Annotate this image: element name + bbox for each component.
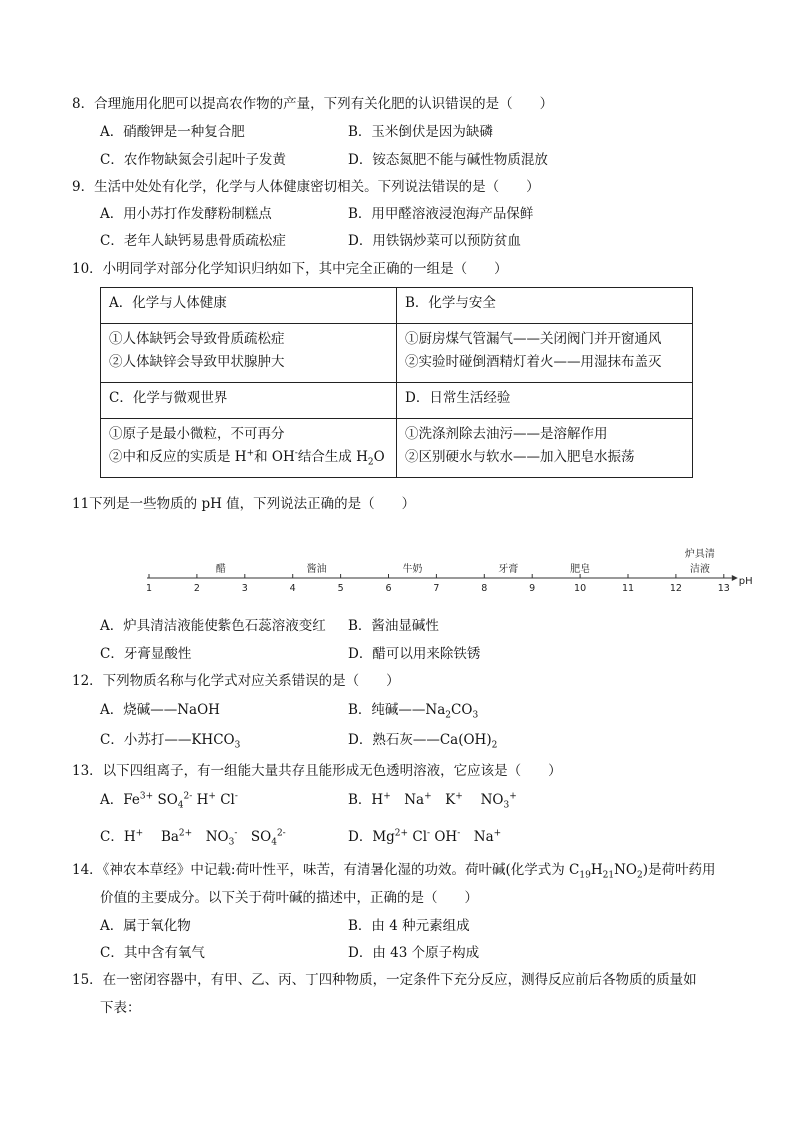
ph-item-label: 炉具清 [684, 549, 715, 560]
q13-b-1: + [383, 791, 391, 802]
q14-option-a: A．属于氧化物 [100, 918, 191, 934]
q14-option-d: D．由 43 个原子构成 [348, 945, 480, 961]
question-15-stem-line-1: 15．在一密闭容器中，有甲、乙、丙、丁四种物质，一定条件下充分反应，测得反应前后各物质的质量如 [72, 972, 697, 988]
q13-d-7: + [493, 828, 502, 839]
q14-stem-a: 14．《神农本草经》中记载:荷叶性平，味苦，有清暑化湿的功效。荷叶碱(化学式为 C [72, 862, 580, 878]
q8-option-c: C．农作物缺氮会引起叶子发黄 [100, 152, 286, 168]
q10-cell-c-content [101, 419, 397, 478]
q12-c-text: C．小苏打—— [100, 732, 192, 748]
q13-option-b [348, 791, 517, 809]
ph-scale-diagram [0, 545, 794, 605]
q13-b-8: + [509, 791, 517, 802]
q10-c-item-1: ①原子是最小微粒，不可再分 [109, 426, 285, 442]
q10-cell-a-title: A．化学与人体健康 [101, 288, 397, 324]
q13-c-7: SO [237, 829, 272, 845]
q12-c-f: KHCO [191, 732, 235, 748]
q10-cell-c-title: C．化学与微观世界 [101, 383, 397, 419]
ph-tick-label: 13 [717, 583, 730, 594]
q14-stem-d: )是荷叶药用 [642, 862, 716, 878]
q10-c-item-2 [109, 446, 388, 469]
q13-a-3: 4 [177, 800, 184, 811]
question-11-stem: 11下列是一些物质的 pH 值，下列说法正确的是（ ） [72, 496, 416, 512]
q14-stem-c: NO [614, 862, 637, 878]
ph-item-label: 牙膏 [498, 564, 519, 575]
q13-option-d [348, 828, 501, 846]
q12-b-s1: 2 [445, 710, 452, 721]
ph-item-label: 醋 [215, 564, 226, 575]
q11-option-d: D．醋可以用来除铁锈 [348, 646, 481, 662]
q13-c-0: C．H [100, 829, 136, 845]
ph-tick-label: 5 [337, 583, 344, 594]
question-12-stem: 12．下列物质名称与化学式对应关系错误的是（ ） [72, 673, 400, 689]
q14-option-c: C．其中含有氧气 [100, 945, 205, 961]
q12-b-f2: CO [451, 702, 473, 718]
q13-d-6: Na [460, 829, 494, 845]
q12-d-s: 2 [491, 740, 498, 751]
q10-a-item-2: ②人体缺锌会导致甲状腺肿大 [109, 354, 285, 370]
question-8-stem: 8．合理施用化肥可以提高农作物的产量，下列有关化肥的认识错误的是（ ） [72, 96, 554, 112]
q10-c2-text-d: O [373, 449, 385, 465]
ph-item-label: 洁液 [689, 564, 710, 575]
ph-tick-label: 11 [621, 583, 635, 594]
q12-b-s2: 3 [472, 710, 479, 721]
q13-a-0: A．Fe [100, 792, 140, 808]
q8-option-d: D．铵态氮肥不能与碱性物质混放 [348, 152, 548, 168]
q10-c2-sup-minus: - [294, 448, 298, 459]
q13-d-0: D．Mg [348, 829, 395, 845]
q10-cell-b-content [397, 324, 693, 383]
q13-c-3: 2+ [178, 828, 193, 839]
q10-a-item-1: ①人体缺钙会导致骨质疏松症 [109, 331, 285, 347]
q10-c2-text-b: 和 OH [254, 449, 295, 465]
q12-d-text: D．熟石灰—— [348, 732, 440, 748]
q13-c-8: 4 [271, 837, 277, 848]
q14-stem-s2: 21 [602, 870, 615, 881]
q9-option-a: A．用小苏打作发酵粉制糕点 [100, 206, 272, 222]
question-10-stem: 10．小明同学对部分化学知识归纳如下，其中完全正确的一组是（ ） [72, 261, 508, 277]
q10-options-table [100, 287, 693, 478]
q13-d-1: 2+ [394, 828, 409, 839]
q14-stem-b: H [590, 862, 603, 878]
q13-d-3: - [427, 828, 431, 839]
question-13-stem: 13．以下四组离子，有一组能大量共存且能形成无色透明溶液，它应该是（ ） [72, 763, 562, 779]
q13-b-2: Na [390, 792, 425, 808]
q13-d-4: OH [430, 829, 458, 845]
ph-tick-label: 6 [385, 583, 392, 594]
q13-a-1: 3+ [139, 791, 154, 802]
q14-stem-s3: 2 [636, 870, 643, 881]
q13-c-4: NO [192, 829, 229, 845]
q11-option-b: B．酱油显碱性 [348, 618, 439, 634]
q12-c-s: 3 [234, 740, 241, 751]
q10-c2-text-c: 结合生成 H [297, 449, 368, 465]
q10-c2-sup-plus: + [246, 448, 255, 459]
q13-c-9: 2- [276, 828, 286, 839]
q11-option-c: C．牙膏显酸性 [100, 646, 192, 662]
ph-tick-label: 8 [481, 583, 488, 594]
q13-b-0: B．H [348, 792, 384, 808]
ph-tick-label: 12 [669, 583, 682, 594]
q13-option-a [100, 791, 238, 809]
q10-b-item-2: ②实验时碰倒酒精灯着火——用湿抹布盖灭 [405, 354, 662, 370]
q13-a-4: 2- [183, 791, 193, 802]
question-15-stem-line-2: 下表： [100, 1000, 141, 1016]
q13-d-5: - [457, 828, 461, 839]
question-14-stem-line-2: 价值的主要成分。以下关于荷叶碱的描述中，正确的是（ ） [100, 890, 478, 906]
ph-tick-label: 10 [574, 583, 587, 594]
q12-option-a: A．烧碱——NaOH [100, 702, 220, 718]
q13-c-2: Ba [143, 829, 179, 845]
ph-tick-label: 7 [433, 583, 440, 594]
question-9-stem: 9．生活中处处有化学，化学与人体健康密切相关。下列说法错误的是（ ） [72, 179, 540, 195]
ph-tick-label: 2 [193, 583, 200, 594]
q13-b-7: 3 [503, 800, 510, 811]
q13-c-6: - [234, 828, 238, 839]
ph-item-label: 牛奶 [402, 564, 423, 575]
q13-b-4: K [431, 792, 456, 808]
q12-option-b [348, 701, 478, 719]
q13-option-c [100, 828, 286, 846]
q12-option-c [100, 731, 240, 749]
q10-d-item-2: ②区别硬水与软水——加入肥皂水振荡 [405, 449, 635, 465]
q10-cell-d-content [397, 419, 693, 478]
q12-d-f: Ca(OH) [439, 732, 492, 748]
q14-option-b: B．由 4 种元素组成 [348, 918, 470, 934]
q10-cell-b-title: B．化学与安全 [397, 288, 693, 324]
ph-item-label: 酱油 [306, 564, 327, 575]
q10-d-item-1: ①洗涤剂除去油污——是溶解作用 [405, 426, 608, 442]
ph-axis-label: pH [738, 576, 753, 587]
ph-tick-label: 1 [145, 583, 153, 594]
q9-option-c: C．老年人缺钙易患骨质疏松症 [100, 233, 286, 249]
ph-tick-label: 3 [241, 583, 248, 594]
q10-cell-a-content [101, 324, 397, 383]
q13-b-3: + [424, 791, 432, 802]
q13-d-2: Cl [408, 829, 428, 845]
q10-cell-d-title: D．日常生活经验 [397, 383, 693, 419]
q10-b-item-1: ①厨房煤气管漏气——关闭阀门并开窗通风 [405, 331, 662, 347]
q10-c2-text-a: ②中和反应的实质是 H [109, 449, 247, 465]
q9-option-d: D．用铁锅炒菜可以预防贫血 [348, 233, 521, 249]
q12-b-f1: Na [425, 702, 446, 718]
q12-option-d [348, 731, 497, 749]
q12-b-text: B．纯碱—— [348, 702, 426, 718]
ph-tick-label: 9 [529, 583, 536, 594]
ph-tick-label: 4 [289, 583, 296, 594]
q13-b-6: NO [462, 792, 504, 808]
q13-a-8: - [234, 791, 238, 802]
q13-c-1: + [135, 828, 144, 839]
q13-a-5: H [192, 792, 209, 808]
q13-a-6: + [208, 791, 216, 802]
q14-stem-s1: 19 [579, 870, 591, 881]
q13-a-2: SO [153, 792, 178, 808]
q8-option-b: B．玉米倒伏是因为缺磷 [348, 124, 493, 140]
q13-a-7: Cl [215, 792, 235, 808]
q11-option-a: A．炉具清洁液能使紫色石蕊溶液变红 [100, 618, 326, 634]
q9-option-b: B．用甲醛溶液浸泡海产品保鲜 [348, 206, 534, 222]
question-14-stem-line-1 [72, 861, 715, 879]
q10-c2-sub-2: 2 [367, 457, 374, 468]
ph-axis-arrow [732, 575, 738, 581]
q13-c-5: 3 [228, 837, 235, 848]
ph-item-label: 肥皂 [570, 564, 591, 575]
q13-b-5: + [455, 791, 463, 802]
q8-option-a: A．硝酸钾是一种复合肥 [100, 124, 245, 140]
